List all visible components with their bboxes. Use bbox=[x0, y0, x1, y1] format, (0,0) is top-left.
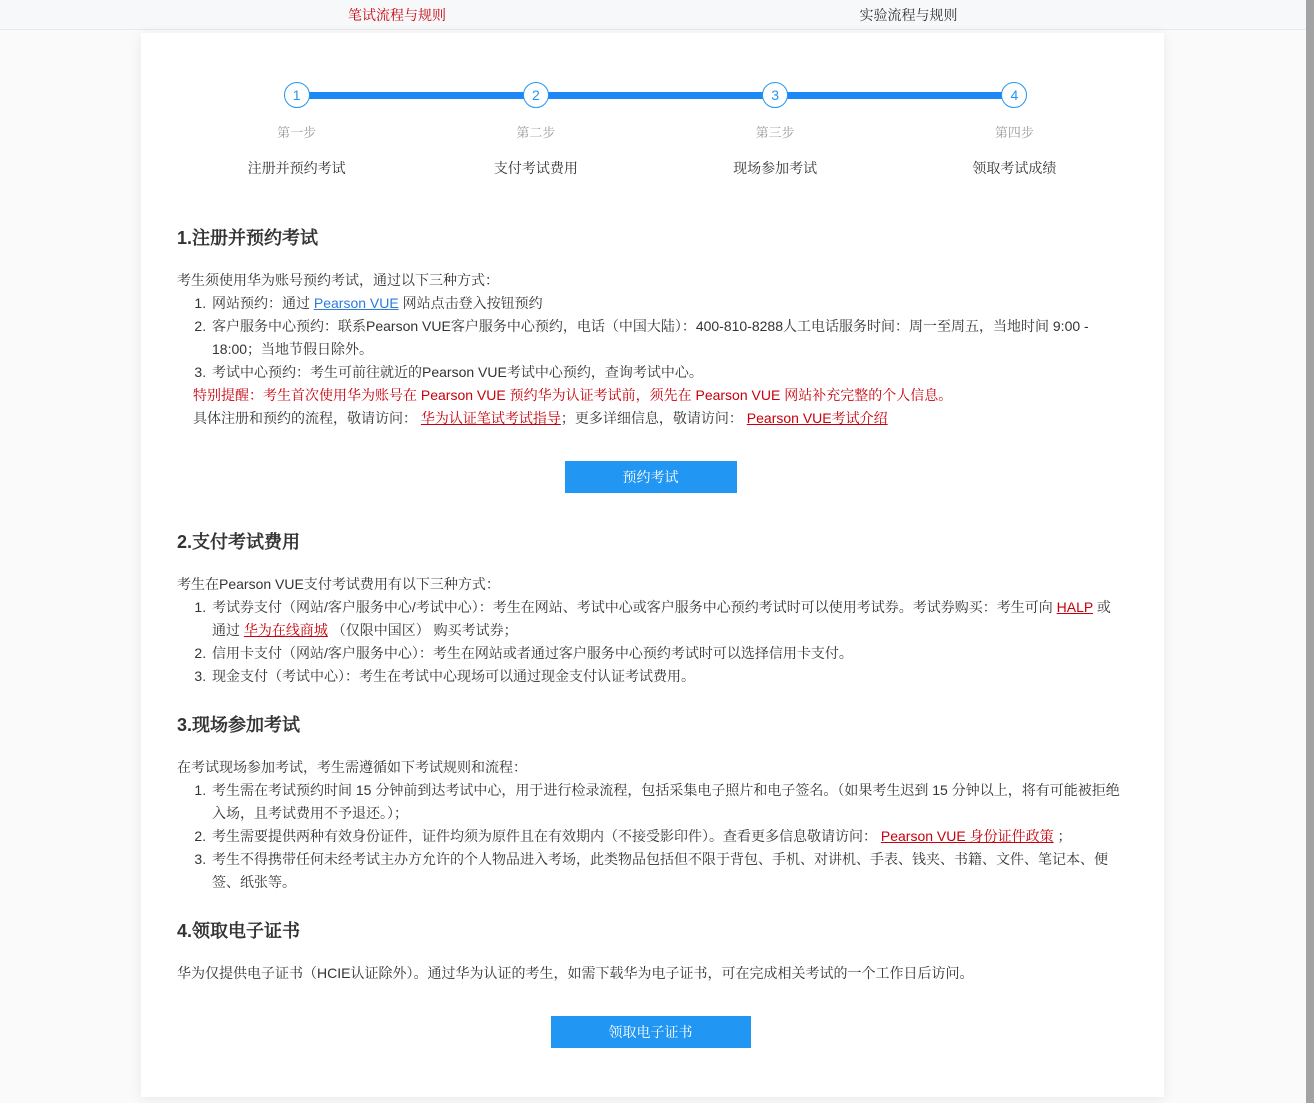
written-exam-guide-link[interactable]: 华为认证笔试考试指导 bbox=[420, 410, 561, 426]
step-4 bbox=[895, 82, 1134, 178]
item-text: 现金支付（考试中心）：考生在考试中心现场可以通过现金支付认证考试费用。 bbox=[212, 668, 695, 684]
item-text: 考生需要提供两种有效身份证件，证件均须为原件且在有效期内（不接受影印件）。查看更多信息敬请访问： bbox=[212, 828, 881, 844]
section-4-body: 华为仅提供电子证书（HCIE认证除外）。通过华为认证的考生，如需下载华为电子证书，可在完成相关考试的一个工作日后访问。 bbox=[177, 965, 974, 981]
item-text: 或通过 bbox=[212, 599, 1111, 638]
step-1-circle: 1 bbox=[284, 82, 310, 108]
step-4-sublabel: 第四步 bbox=[994, 125, 1034, 140]
list-item bbox=[210, 292, 1124, 315]
step-3-sublabel: 第三步 bbox=[755, 125, 795, 140]
step-2-circle: 2 bbox=[523, 82, 549, 108]
book-exam-button[interactable]: 预约考试 bbox=[565, 461, 737, 493]
step-1-title: 注册并预约考试 bbox=[247, 160, 346, 176]
list-item bbox=[210, 848, 1124, 894]
section-3-list bbox=[177, 779, 1124, 894]
item-text: 考生需在考试预约时间 15 分钟前到达考试中心，用于进行检录流程，包括采集电子照片和电子签名。（如果考生迟到 15 分钟以上，将有可能被拒绝入场，且考试费用不予退还。）； bbox=[212, 782, 1120, 821]
section-1-intro: 考生须使用华为账号预约考试，通过以下三种方式： bbox=[177, 272, 499, 288]
top-tab-bar bbox=[0, 0, 1306, 30]
scrollbar-track[interactable] bbox=[1306, 0, 1314, 1103]
special-reminder-text: 特别提醒：考生首次使用华为账号在 Pearson VUE 预约华为认证考试前，须先在 Pearson VUE 网站补充完整的个人信息。 bbox=[193, 387, 953, 403]
step-3 bbox=[656, 82, 895, 178]
content-card bbox=[141, 33, 1164, 1097]
section-3-heading: 3.现场参加考试 bbox=[177, 715, 301, 735]
item-text: 考试中心预约：考生可前往就近的Pearson VUE考试中心预约，查询考试中心。 bbox=[212, 364, 703, 380]
item-text: 信用卡支付（网站/客户服务中心）：考生在网站或者通过客户服务中心预约考试时可以选择信用卡支付。 bbox=[212, 645, 853, 661]
guide-text: ；更多详细信息，敬请访问： bbox=[560, 410, 747, 426]
section-1-heading: 1.注册并预约考试 bbox=[177, 228, 319, 248]
list-item bbox=[210, 315, 1124, 361]
item-text: 网站预约：通过 bbox=[212, 295, 314, 311]
section-1-list bbox=[177, 292, 1124, 384]
item-text: 网站点击登入按钮预约 bbox=[398, 295, 543, 311]
section-2-heading: 2.支付考试费用 bbox=[177, 532, 301, 552]
step-2-sublabel: 第二步 bbox=[516, 125, 556, 140]
id-policy-link[interactable]: Pearson VUE 身份证件政策 bbox=[880, 828, 1054, 844]
step-2 bbox=[416, 82, 655, 178]
list-item bbox=[210, 596, 1124, 642]
list-item bbox=[210, 825, 1124, 848]
step-2-title: 支付考试费用 bbox=[493, 160, 578, 176]
section-3-intro: 在考试现场参加考试，考生需遵循如下考试规则和流程： bbox=[177, 759, 527, 775]
halp-link[interactable]: HALP bbox=[1056, 599, 1093, 615]
pearson-vue-intro-link[interactable]: Pearson VUE考试介绍 bbox=[746, 410, 888, 426]
list-item bbox=[210, 361, 1124, 384]
item-text: 客户服务中心预约：联系Pearson VUE客户服务中心预约，电话（中国大陆）：400-810-8288人工电话服务时间：周一至周五，当地时间 9:00 - 18:00；当地节假日除外。 bbox=[212, 318, 1089, 357]
step-1 bbox=[177, 82, 416, 178]
step-1-sublabel: 第一步 bbox=[277, 125, 317, 140]
item-text: 考生不得携带任何未经考试主办方允许的个人物品进入考场，此类物品包括但不限于背包、手机、对讲机、手表、钱夹、书籍、文件、笔记本、便签、纸张等。 bbox=[212, 851, 1108, 890]
guide-text: 具体注册和预约的流程，敬请访问： bbox=[193, 410, 421, 426]
step-3-circle: 3 bbox=[762, 82, 788, 108]
huawei-online-store-link[interactable]: 华为在线商城 bbox=[243, 622, 328, 638]
list-item bbox=[210, 665, 1124, 688]
pearson-vue-link[interactable]: Pearson VUE bbox=[313, 295, 399, 311]
progress-stepper bbox=[141, 33, 1164, 178]
list-item bbox=[210, 779, 1124, 825]
section-2-intro: 考生在Pearson VUE支付考试费用有以下三种方式： bbox=[177, 576, 500, 592]
get-ecert-button[interactable]: 领取电子证书 bbox=[551, 1016, 751, 1048]
guide-links-line bbox=[193, 407, 1124, 430]
item-text: （仅限中国区） 购买考试券； bbox=[327, 622, 518, 638]
item-text: 考试券支付（网站/客户服务中心/考试中心）：考生在网站、考试中心或客户服务中心预约考试时可以使用考试券。考试券购买：考生可向 bbox=[212, 599, 1057, 615]
item-text: ； bbox=[1053, 828, 1072, 844]
list-item bbox=[210, 642, 1124, 665]
tab-written-exam-rules[interactable]: 笔试流程与规则 bbox=[348, 7, 446, 23]
scrollbar-thumb[interactable] bbox=[1306, 0, 1314, 1103]
step-3-title: 现场参加考试 bbox=[733, 160, 818, 176]
step-4-circle: 4 bbox=[1001, 82, 1027, 108]
step-4-title: 领取考试成绩 bbox=[972, 160, 1057, 176]
tab-lab-exam-rules[interactable]: 实验流程与规则 bbox=[859, 7, 958, 23]
section-4-heading: 4.领取电子证书 bbox=[177, 921, 301, 941]
section-2-list bbox=[177, 596, 1124, 688]
